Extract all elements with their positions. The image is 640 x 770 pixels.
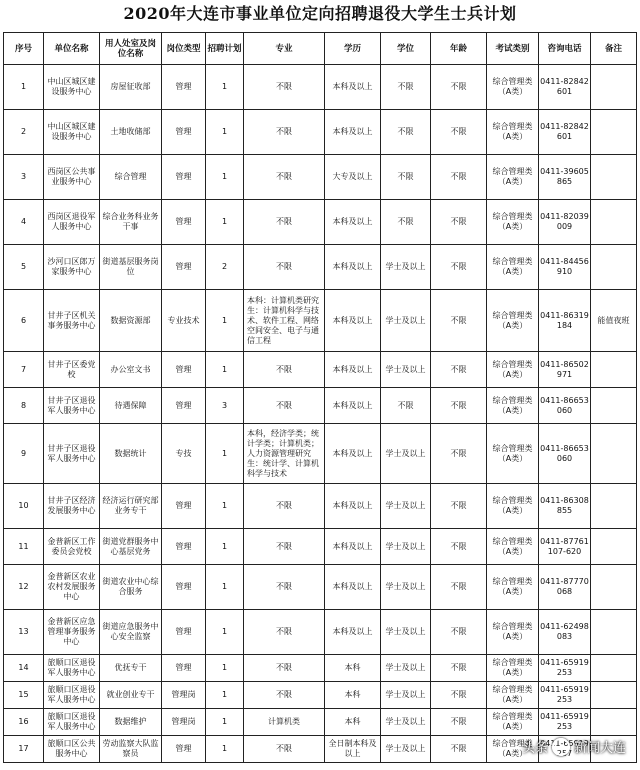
table-cell: 1 [206, 709, 244, 736]
table-cell: 本科及以上 [325, 565, 381, 610]
table-cell: 不限 [381, 110, 431, 155]
table-cell [591, 65, 637, 110]
table-cell: 管理 [162, 484, 206, 529]
table-cell: 学士及以上 [381, 245, 431, 290]
table-cell: 0411-86653060 [539, 424, 591, 484]
table-cell: 本科及以上 [325, 65, 381, 110]
table-cell: 学士及以上 [381, 290, 431, 352]
table-cell: 综合管理类（A类） [487, 155, 539, 200]
table-cell: 沙河口区郎万家服务中心 [44, 245, 100, 290]
table-cell: 本科 [325, 709, 381, 736]
table-cell: 10 [4, 484, 44, 529]
table-cell: 不限 [381, 388, 431, 424]
table-cell: 0411-65919257 [539, 736, 591, 763]
table-cell: 不限 [431, 682, 487, 709]
table-cell: 本科及以上 [325, 610, 381, 655]
table-cell: 17 [4, 736, 44, 763]
table-cell: 0411-86319184 [539, 290, 591, 352]
table-cell: 1 [206, 484, 244, 529]
table-cell: 综合管理类（A类） [487, 655, 539, 682]
table-row [4, 290, 637, 352]
table-cell: 不限 [244, 736, 325, 763]
table-cell: 甘井子区经济发展服务中心 [44, 484, 100, 529]
table-cell: 13 [4, 610, 44, 655]
table-cell: 不限 [244, 245, 325, 290]
table-cell: 办公室文书 [100, 352, 162, 388]
table-cell: 管理岗 [162, 709, 206, 736]
table-cell: 9 [4, 424, 44, 484]
watermark-suffix: 新闻大连 [573, 741, 626, 756]
table-cell [591, 610, 637, 655]
table-cell: 街道基层服务岗位 [100, 245, 162, 290]
table-cell: 甘井子区退役军人服务中心 [44, 388, 100, 424]
table-cell: 1 [206, 110, 244, 155]
table-cell: 甘井子区退役军人服务中心 [44, 424, 100, 484]
table-cell: 不限 [431, 424, 487, 484]
table-cell: 街道农业中心综合服务 [100, 565, 162, 610]
table-cell: 1 [206, 610, 244, 655]
table-cell: 中山区城区建设服务中心 [44, 65, 100, 110]
table-cell [591, 155, 637, 200]
table-row [4, 655, 637, 682]
table-cell: 管理 [162, 65, 206, 110]
table-cell: 1 [206, 529, 244, 565]
table-cell: 管理 [162, 155, 206, 200]
table-cell: 本科及以上 [325, 388, 381, 424]
table-cell: 0411-62498083 [539, 610, 591, 655]
table-cell [591, 565, 637, 610]
table-cell: 1 [206, 200, 244, 245]
table-row [4, 424, 637, 484]
table-cell: 15 [4, 682, 44, 709]
table-cell: 西岗区退役军人服务中心 [44, 200, 100, 245]
table-cell: 街道应急服务中心安全监察 [100, 610, 162, 655]
table-cell: 管理 [162, 655, 206, 682]
table-cell: 综合管理类（A类） [487, 709, 539, 736]
table-cell: 8 [4, 388, 44, 424]
table-cell: 不限 [244, 682, 325, 709]
table-cell: 不限 [431, 388, 487, 424]
table-row [4, 200, 637, 245]
header-cell: 学位 [381, 33, 431, 65]
header-cell: 岗位类型 [162, 33, 206, 65]
table-row [4, 245, 637, 290]
table-cell: 综合管理类（A类） [487, 352, 539, 388]
table-cell: 综合管理类（A类） [487, 736, 539, 763]
table-cell: 0411-84456910 [539, 245, 591, 290]
table-cell: 金普新区农业农村发展服务中心 [44, 565, 100, 610]
table-cell: 4 [4, 200, 44, 245]
table-cell: 0411-65919253 [539, 682, 591, 709]
table-cell: 劳动监察大队监察员 [100, 736, 162, 763]
table-cell: 甘井子区委党校 [44, 352, 100, 388]
header-cell: 用人处室及岗位名称 [100, 33, 162, 65]
table-cell: 不限 [431, 484, 487, 529]
table-cell: 3 [206, 388, 244, 424]
table-cell [591, 484, 637, 529]
table-cell: 综合管理类（A类） [487, 484, 539, 529]
table-cell: 综合管理类（A类） [487, 388, 539, 424]
header-cell: 年龄 [431, 33, 487, 65]
table-cell [591, 682, 637, 709]
table-cell: 6 [4, 290, 44, 352]
table-cell: 学士及以上 [381, 709, 431, 736]
header-cell: 学历 [325, 33, 381, 65]
table-cell: 优抚专干 [100, 655, 162, 682]
table-cell: 学士及以上 [381, 736, 431, 763]
table-cell: 0411-86308855 [539, 484, 591, 529]
table-cell: 不限 [244, 352, 325, 388]
table-cell: 0411-82039009 [539, 200, 591, 245]
table-cell: 综合管理类（A类） [487, 565, 539, 610]
table-cell: 本科，经济学类；统计学类；计算机类；人力资源管理研究生：统计学、计算机科学与技术 [244, 424, 325, 484]
table-cell: 数据统计 [100, 424, 162, 484]
table-cell: 1 [206, 424, 244, 484]
table-cell: 旅顺口区退役军人服务中心 [44, 709, 100, 736]
table-cell: 管理 [162, 529, 206, 565]
table-cell [591, 529, 637, 565]
table-cell: 不限 [431, 245, 487, 290]
table-row [4, 565, 637, 610]
table-cell: 综合管理类（A类） [487, 110, 539, 155]
table-cell: 中山区城区建设服务中心 [44, 110, 100, 155]
table-cell: 综合管理类（A类） [487, 200, 539, 245]
table-cell: 经济运行研究部业务专干 [100, 484, 162, 529]
table-cell: 综合管理类（A类） [487, 529, 539, 565]
table-row [4, 529, 637, 565]
table-cell: 2 [4, 110, 44, 155]
table-cell: 学士及以上 [381, 565, 431, 610]
table-cell: 甘井子区机关事务服务中心 [44, 290, 100, 352]
table-cell: 综合管理 [100, 155, 162, 200]
table-cell: 能值夜班 [591, 290, 637, 352]
table-cell: 待遇保障 [100, 388, 162, 424]
table-cell: 综合管理类（A类） [487, 290, 539, 352]
table-cell: 学士及以上 [381, 352, 431, 388]
table-cell: 管理 [162, 388, 206, 424]
table-cell: 不限 [244, 484, 325, 529]
table-cell: 学士及以上 [381, 655, 431, 682]
table-cell: 0411-87761107-620 [539, 529, 591, 565]
table-cell: 不限 [431, 65, 487, 110]
table-cell: 1 [206, 565, 244, 610]
table-cell: 0411-86653060 [539, 388, 591, 424]
table-cell: 不限 [244, 200, 325, 245]
table-cell [591, 352, 637, 388]
table-cell: 本科及以上 [325, 290, 381, 352]
table-cell: 大专及以上 [325, 155, 381, 200]
table-cell [591, 388, 637, 424]
table-cell: 本科及以上 [325, 484, 381, 529]
table-cell: 旅顺口区退役军人服务中心 [44, 682, 100, 709]
table-cell: 学士及以上 [381, 682, 431, 709]
table-cell: 不限 [431, 200, 487, 245]
header-cell: 专业 [244, 33, 325, 65]
table-cell: 1 [206, 65, 244, 110]
table-cell: 不限 [431, 290, 487, 352]
table-cell: 街道党群服务中心基层党务 [100, 529, 162, 565]
header-cell: 招聘计划 [206, 33, 244, 65]
table-cell: 管理 [162, 736, 206, 763]
table-cell: 旅顺口区公共服务中心 [44, 736, 100, 763]
table-cell: 不限 [244, 155, 325, 200]
table-cell: 不限 [244, 565, 325, 610]
table-cell: 不限 [381, 155, 431, 200]
page-title: 2020年大连市事业单位定向招聘退役大学生士兵计划 [123, 4, 517, 23]
table-row [4, 610, 637, 655]
table-cell: 1 [206, 736, 244, 763]
table-cell: 1 [206, 352, 244, 388]
table-cell: 专业技术 [162, 290, 206, 352]
table-cell: 计算机类 [244, 709, 325, 736]
table-cell: 16 [4, 709, 44, 736]
table-cell: 不限 [431, 610, 487, 655]
table-cell: 本科及以上 [325, 529, 381, 565]
table-row [4, 484, 637, 529]
table-cell: 学士及以上 [381, 424, 431, 484]
table-cell: 数据资源部 [100, 290, 162, 352]
table-row [4, 352, 637, 388]
table-cell [591, 245, 637, 290]
table-cell [591, 200, 637, 245]
table-cell: 综合管理类（A类） [487, 610, 539, 655]
table-cell: 管理 [162, 565, 206, 610]
table-cell: 0411-65919253 [539, 709, 591, 736]
table-cell: 不限 [431, 736, 487, 763]
table-cell: 学士及以上 [381, 529, 431, 565]
table-cell: 不限 [431, 352, 487, 388]
camera-icon [552, 738, 570, 756]
header-cell: 序号 [4, 33, 44, 65]
table-cell: 综合管理类（A类） [487, 682, 539, 709]
watermark-prefix: 头条 [521, 741, 548, 756]
table-cell: 5 [4, 245, 44, 290]
table-cell: 房屋征收部 [100, 65, 162, 110]
table-cell: 3 [4, 155, 44, 200]
table-cell [591, 709, 637, 736]
table-cell: 不限 [431, 155, 487, 200]
table-cell: 2 [206, 245, 244, 290]
table-cell: 0411-86502971 [539, 352, 591, 388]
table-cell: 1 [206, 290, 244, 352]
table-cell: 管理 [162, 245, 206, 290]
table-row [4, 110, 637, 155]
table-cell: 不限 [431, 110, 487, 155]
table-cell: 7 [4, 352, 44, 388]
table-cell: 旅顺口区退役军人服务中心 [44, 655, 100, 682]
table-cell: 不限 [381, 200, 431, 245]
header-row [4, 33, 637, 65]
table-cell: 11 [4, 529, 44, 565]
table-cell: 不限 [431, 565, 487, 610]
table-cell: 1 [206, 682, 244, 709]
table-cell: 1 [206, 655, 244, 682]
header-cell: 单位名称 [44, 33, 100, 65]
watermark [522, 737, 626, 756]
table-cell: 土地收储部 [100, 110, 162, 155]
table-cell: 综合管理类（A类） [487, 424, 539, 484]
table-cell: 不限 [381, 65, 431, 110]
table-cell: 本科：计算机类研究生：计算机科学与技术、软件工程、网络空间安全、电子与通信工程 [244, 290, 325, 352]
recruitment-table [3, 32, 637, 763]
table-cell: 不限 [244, 110, 325, 155]
table-cell: 金普新区应急管理事务服务中心 [44, 610, 100, 655]
header-cell: 咨询电话 [539, 33, 591, 65]
table-cell: 0411-82842601 [539, 110, 591, 155]
table-cell: 0411-82842601 [539, 65, 591, 110]
table-cell: 金普新区工作委员会党校 [44, 529, 100, 565]
table-cell: 本科及以上 [325, 200, 381, 245]
table-cell: 学士及以上 [381, 610, 431, 655]
table-cell: 不限 [431, 529, 487, 565]
table-cell: 本科 [325, 682, 381, 709]
table-cell: 0411-87770068 [539, 565, 591, 610]
table-cell: 1 [4, 65, 44, 110]
table-row [4, 388, 637, 424]
table-cell: 不限 [244, 529, 325, 565]
table-cell: 数据维护 [100, 709, 162, 736]
table-cell: 0411-39605865 [539, 155, 591, 200]
table-cell: 不限 [244, 65, 325, 110]
table-cell [591, 424, 637, 484]
table-cell: 西岗区公共事业服务中心 [44, 155, 100, 200]
table-cell: 12 [4, 565, 44, 610]
table-row [4, 709, 637, 736]
table-cell: 本科及以上 [325, 352, 381, 388]
header-cell: 考试类别 [487, 33, 539, 65]
table-cell: 14 [4, 655, 44, 682]
table-cell: 不限 [244, 655, 325, 682]
table-body [4, 65, 637, 763]
table-cell: 学士及以上 [381, 484, 431, 529]
table-cell: 管理岗 [162, 682, 206, 709]
table-row [4, 155, 637, 200]
table-cell: 不限 [431, 709, 487, 736]
table-cell: 就业创业专干 [100, 682, 162, 709]
table-cell: 本科及以上 [325, 110, 381, 155]
header-cell: 备注 [591, 33, 637, 65]
table-cell: 综合业务科业务干事 [100, 200, 162, 245]
table-cell: 管理 [162, 352, 206, 388]
table-cell: 本科 [325, 655, 381, 682]
table-cell: 不限 [244, 388, 325, 424]
table-cell [591, 655, 637, 682]
table-cell: 不限 [244, 610, 325, 655]
table-row [4, 65, 637, 110]
table-cell: 专技 [162, 424, 206, 484]
table-cell: 管理 [162, 110, 206, 155]
table-cell: 全日制本科及以上 [325, 736, 381, 763]
table-cell: 本科及以上 [325, 245, 381, 290]
table-cell: 不限 [431, 655, 487, 682]
table-cell: 综合管理类（A类） [487, 65, 539, 110]
table-row [4, 682, 637, 709]
table-cell: 0411-65919253 [539, 655, 591, 682]
table-cell: 1 [206, 155, 244, 200]
table-cell: 管理 [162, 610, 206, 655]
table-cell: 本科及以上 [325, 424, 381, 484]
table-cell: 综合管理类（A类） [487, 245, 539, 290]
table-cell [591, 110, 637, 155]
table-cell: 管理 [162, 200, 206, 245]
